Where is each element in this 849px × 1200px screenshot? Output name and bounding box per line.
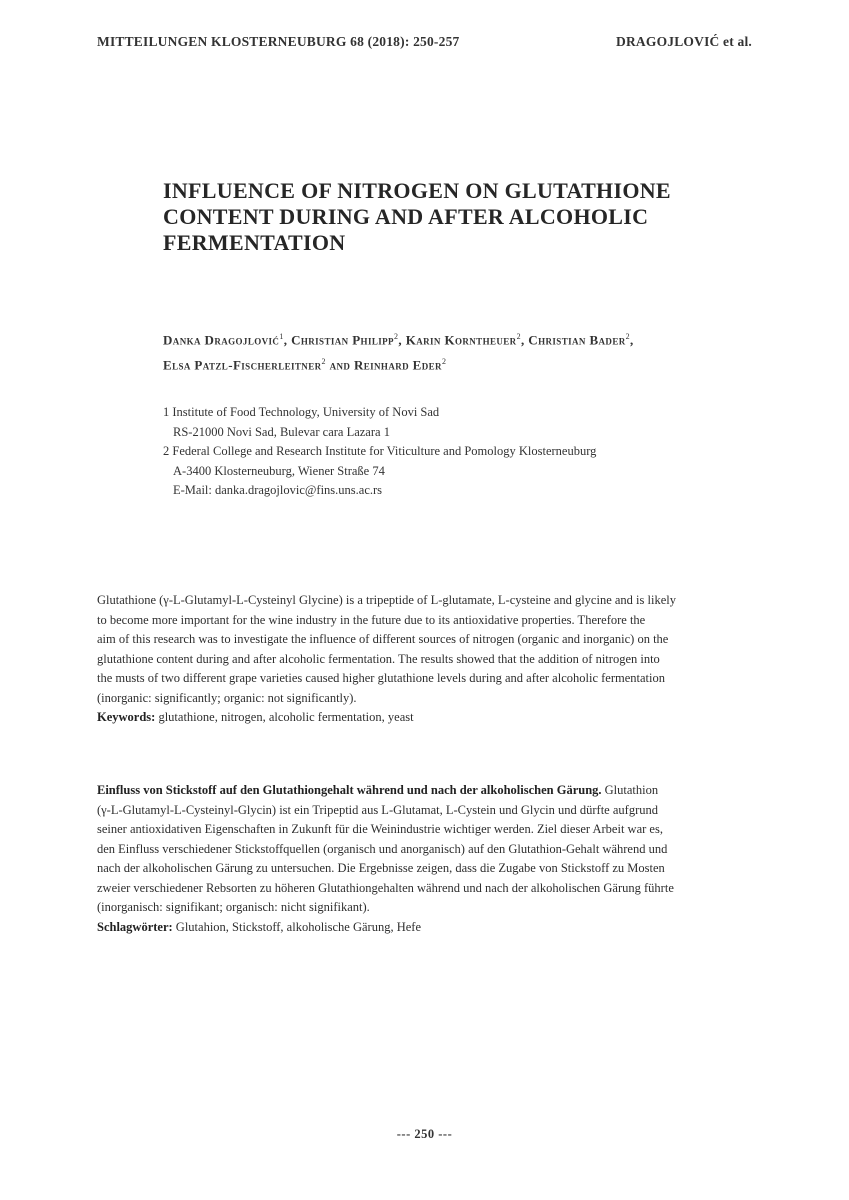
abstract-text: Glutathion (601, 783, 659, 797)
article-title (163, 178, 723, 256)
abstract-line: (γ-L-Glutamyl-L-Cysteinyl-Glycin) ist ein Tripeptid aus L-Glutamat, L-Cystein und Glycin und dürfte aufgrund (97, 802, 658, 817)
title-line-3: FERMENTATION (163, 230, 346, 255)
abstract-line: nach der alkoholischen Gärung zu untersuchen. Die Ergebnisse zeigen, dass die Zugabe von Stickstoff zu Mosten (97, 861, 665, 875)
author-name: Christian Bader (528, 332, 626, 348)
affiliations (163, 403, 723, 501)
running-head-authors: DRAGOJLOVIĆ et al. (616, 34, 752, 49)
author-name: Danka Dragojlović (163, 332, 280, 348)
keywords-label: Schlagwörter: (97, 919, 173, 934)
keywords-line (97, 918, 757, 938)
author-affil-mark: 2 (516, 332, 521, 341)
affiliation-line: A-3400 Klosterneuburg, Wiener Straße 74 (173, 463, 385, 478)
author-affil-mark: 1 (279, 332, 284, 341)
author-name: Elsa Patzl-Fischerleitner (163, 357, 322, 373)
abstract-line: glutathione content during and after alcoholic fermentation. The results showed that the addition of nitrogen into (97, 651, 660, 666)
keywords-line (97, 708, 757, 728)
author-affil-mark: 2 (625, 332, 631, 341)
running-head-journal: MITTEILUNGEN KLOSTERNEUBURG 68 (2018): 250-257 (97, 34, 460, 49)
abstract-line (97, 781, 757, 801)
abstract-line: aim of this research was to investigate the influence of different sources of nitrogen (organic and inorganic) on the (97, 632, 669, 646)
title-line-1: INFLUENCE OF NITROGEN ON GLUTATHIONE (163, 178, 671, 203)
author-affil-mark: 2 (441, 357, 447, 367)
german-abstract-heading: Einfluss von Stickstoff auf den Glutathiongehalt während und nach der alkoholischen Gärung. (97, 783, 602, 797)
abstract-line: to become more important for the wine industry in the future due to its antioxidative properties. Therefore the (97, 612, 646, 627)
abstract-line: (inorganisch: signifikant; organisch: nicht signifikant). (97, 900, 370, 914)
keywords-text: glutathione, nitrogen, alcoholic fermentation, yeast (155, 710, 414, 724)
abstract-line: (inorganic: significantly; organic: not significantly). (97, 690, 357, 705)
keywords-label: Keywords: (97, 710, 156, 724)
abstract-line: den Einfluss verschiedener Stickstoffquellen (organisch und anorganisch) auf den Glutathion-Gehalt während und (97, 841, 668, 856)
page-number: --- 250 --- (396, 1127, 453, 1141)
keywords-text: Glutahion, Stickstoff, alkoholische Gärung, Hefe (172, 919, 421, 934)
author-conjunction: and (329, 357, 351, 373)
affiliation-line: RS-21000 Novi Sad, Bulevar cara Lazara 1 (173, 424, 390, 439)
affiliation-line: 2 Federal College and Research Institute for Viticulture and Pomology Klosterneuburg (163, 444, 597, 458)
author-name: Karin Korntheuer (405, 332, 517, 348)
abstract-english (97, 591, 757, 728)
affiliation-line: 1 Institute of Food Technology, University of Novi Sad (163, 405, 440, 419)
author-name: Christian Philipp (291, 332, 394, 348)
abstract-german (97, 781, 757, 937)
author-name: Reinhard Eder (353, 357, 442, 373)
abstract-line: Glutathione (γ-L-Glutamyl-L-Cysteinyl Glycine) is a tripeptide of L-glutamate, L-cysteine and glycine and is likely (97, 593, 676, 607)
contact-email: E-Mail: danka.dragojlovic@fins.uns.ac.rs (173, 483, 383, 497)
author-affil-mark: 2 (321, 357, 326, 367)
author-affil-mark: 2 (393, 332, 399, 341)
title-line-2: CONTENT DURING AND AFTER ALCOHOLIC (163, 204, 649, 229)
abstract-line: zweier verschiedener Rebsorten zu höheren Glutathiongehalten während und nach der alkoholischen Gärung führte (97, 880, 674, 895)
abstract-line: seiner antioxidativen Eigenschaften in Zukunft für die Weinindustrie wichtiger werden. Ziel dieser Arbeit war es, (97, 822, 663, 836)
abstract-line: the musts of two different grape varieties caused higher glutathione levels during and after alcoholic fermentation (97, 671, 665, 685)
author-list: Danka Dragojlović$^1$, Christian Philipp$^2$, Karin Korntheuer$^2$, Christian Bader$^2$, Elsa Patzl-Fischerleitner$^2$ and Reinhard Eder$^2$ (163, 332, 634, 373)
